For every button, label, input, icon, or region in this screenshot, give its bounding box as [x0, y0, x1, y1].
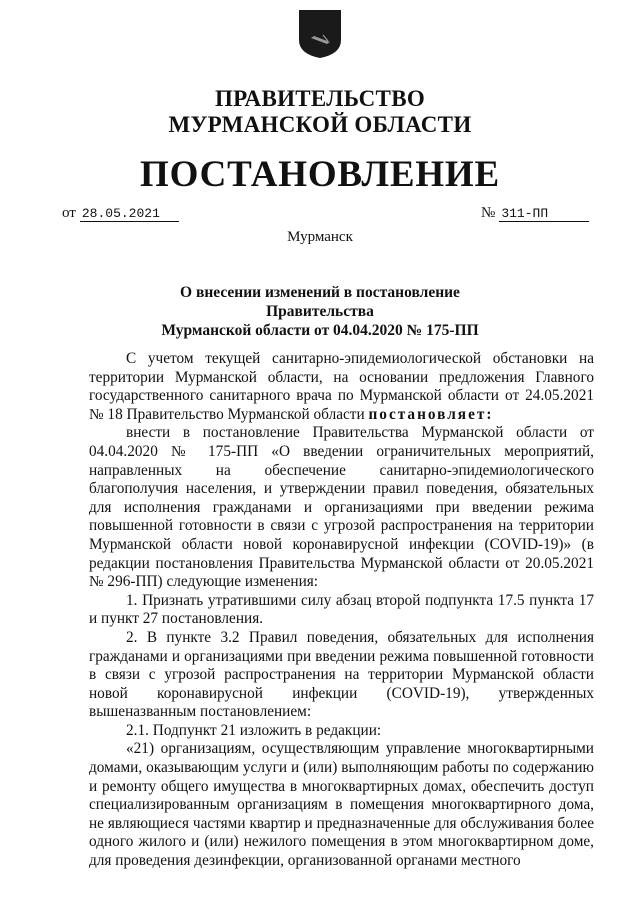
- date-prefix: от: [62, 205, 76, 221]
- paragraph-1: [89, 350, 594, 424]
- document-type-title: ПОСТАНОВЛЕНИЕ: [139, 154, 500, 195]
- subject-line2: Мурманской области от 04.04.2020 № 175-ПП: [161, 322, 479, 339]
- document-date: [62, 204, 179, 222]
- number-prefix: №: [481, 205, 496, 221]
- subject-line1: О внесении изменений в постановление Правительства: [180, 284, 460, 320]
- date-value: 28.05.2021: [80, 206, 179, 222]
- government-title-line2: МУРМАНСКОЙ ОБЛАСТИ: [168, 112, 472, 137]
- coat-of-arms-icon: [297, 8, 343, 60]
- paragraph-6: «21) организациям, осуществляющим управление многоквартирными домами, оказывающим услуги и (или) выполняющим работы по содержанию и ремонту общего имущества в многоквартирных домах, обеспечить доступ специализированным организациям в помещения многоквартирного дома, не являющиеся частями квартир и предназначенные для обслуживания более одного жилого и (или) нежилого помещения в этом многоквартирном доме, для проведения дезинфекции, организованной органами местного: [89, 740, 594, 870]
- city-name: Мурманск: [287, 229, 353, 245]
- paragraph-4: 2. В пункте 3.2 Правил поведения, обязательных для исполнения гражданами и организациями при введении режима повышенной готовности в связи с угрозой распространения на территории Мурманской области новой коронавирусной инфекции (COVID-19), утвержденных вышеназванным постановлением:: [89, 628, 594, 721]
- document-subject: [140, 283, 500, 340]
- document-number: [481, 204, 589, 222]
- paragraph-3: 1. Признать утратившими силу абзац второй подпункта 17.5 пункта 17 и пункт 27 постановления.: [89, 591, 594, 628]
- paragraph-2: внести в постановление Правительства Мурманской области от 04.04.2020 № 175-ПП «О введении ограничительных мероприятий, направленных на обеспечение санитарно-эпидемиологического благополучия населения, и утверждении правил поведения, обязательных для исполнения гражданами и организациями при введении режима повышенной готовности в связи с угрозой распространения на территории Мурманской области новой коронавирусной инфекции (COVID-19)» (в редакции постановления Правительства Мурманской области от 20.05.2021 № 296-ПП) следующие изменения:: [89, 424, 594, 591]
- paragraph-1-emphasis: постановляет:: [368, 405, 494, 423]
- government-title-line1: ПРАВИТЕЛЬСТВО: [214, 86, 426, 111]
- number-value: 311-ПП: [499, 206, 589, 222]
- document-body: [89, 350, 594, 871]
- paragraph-5: 2.1. Подпункт 21 изложить в редакции:: [126, 721, 382, 739]
- paragraph-1-text: С учетом текущей санитарно-эпидемиологической обстановки на территории Мурманской области, на основании предложения Главного государственного санитарного врача по Мурманской области от 24.05.2021 № 18 Правительство Мурманской области: [89, 350, 594, 423]
